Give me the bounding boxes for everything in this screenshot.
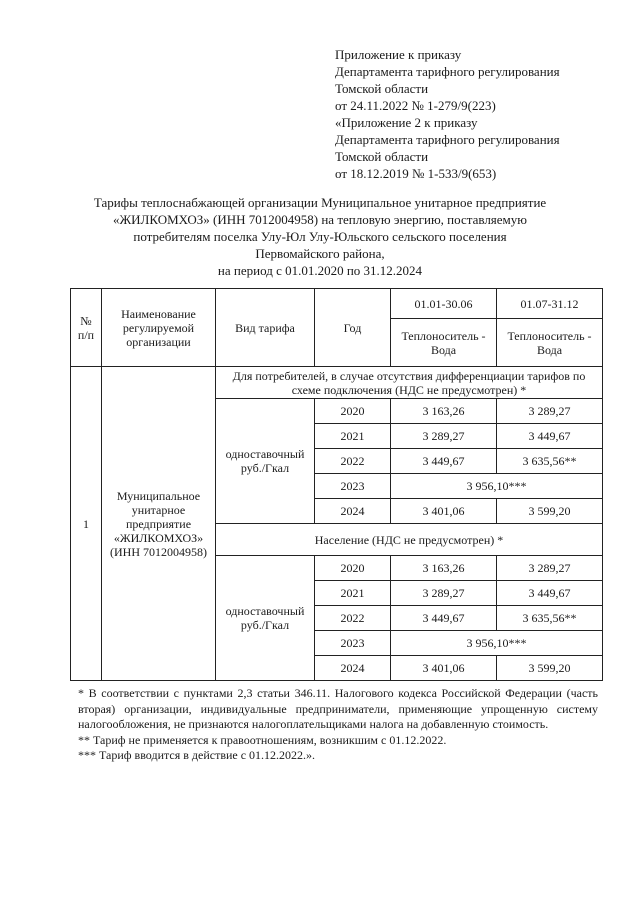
- header-line: Департамента тарифного регулирования: [335, 64, 560, 79]
- header-tariff-type: Вид тарифа: [216, 289, 315, 367]
- header-carrier-2: Теплоноситель - Вода: [497, 319, 603, 367]
- tariff-type: одноставочный руб./Гкал: [216, 556, 315, 681]
- title-line: «ЖИЛКОМХОЗ» (ИНН 7012004958) на тепловую энергию, поставляемую: [113, 212, 527, 227]
- tariff-value: 3 599,20: [497, 656, 603, 681]
- tariff-value: 3 289,27: [497, 399, 603, 424]
- header-line: Приложение к приказу: [335, 47, 462, 62]
- year-cell: 2024: [315, 499, 391, 524]
- appendix-header: [335, 46, 560, 182]
- table-header-row: [71, 289, 603, 319]
- title-line: на период с 01.01.2020 по 31.12.2024: [217, 263, 423, 278]
- tariff-value: 3 289,27: [497, 556, 603, 581]
- section-label-row: [71, 367, 603, 399]
- tariff-value: 3 449,67: [391, 606, 497, 631]
- header-line: Томской области: [335, 81, 429, 96]
- tariff-value: 3 635,56**: [497, 449, 603, 474]
- year-cell: 2021: [315, 424, 391, 449]
- section-label: Для потребителей, в случае отсутствия дифференциации тарифов по схеме подключения (НДС не предусмотрен) *: [216, 367, 603, 399]
- header-period-1: 01.01-30.06: [391, 289, 497, 319]
- header-period-2: 01.07-31.12: [497, 289, 603, 319]
- tariff-value: 3 401,06: [391, 499, 497, 524]
- title-line: Первомайского района,: [255, 246, 385, 261]
- section-label: Население (НДС не предусмотрен) *: [216, 524, 603, 556]
- year-cell: 2024: [315, 656, 391, 681]
- tariff-value: 3 449,67: [497, 424, 603, 449]
- footnote-2: ** Тариф не применяется к правоотношениям, возникшим с 01.12.2022.: [78, 732, 447, 747]
- title-line: Тарифы теплоснабжающей организации Муниципальное унитарное предприятие: [93, 195, 547, 210]
- tariff-value-merged: 3 956,10***: [391, 474, 603, 499]
- tariff-type: одноставочный руб./Гкал: [216, 399, 315, 524]
- tariff-table: [70, 288, 603, 681]
- year-cell: 2020: [315, 556, 391, 581]
- year-cell: 2023: [315, 474, 391, 499]
- tariff-value: 3 163,26: [391, 556, 497, 581]
- header-line: Департамента тарифного регулирования: [335, 132, 560, 147]
- header-line: Томской области: [335, 149, 429, 164]
- tariff-value: 3 401,06: [391, 656, 497, 681]
- organization-name: Муниципальное унитарное предприятие «ЖИЛКОМХОЗ» (ИНН 7012004958): [102, 367, 216, 681]
- tariff-value: 3 635,56**: [497, 606, 603, 631]
- header-line: «Приложение 2 к приказу: [335, 115, 478, 130]
- year-cell: 2022: [315, 449, 391, 474]
- row-number: 1: [71, 367, 102, 681]
- title-line: потребителям поселка Улу-Юл Улу-Юльского сельского поселения: [133, 229, 507, 244]
- tariff-value: 3 163,26: [391, 399, 497, 424]
- tariff-value: 3 599,20: [497, 499, 603, 524]
- header-line: от 24.11.2022 № 1-279/9(223): [335, 98, 496, 113]
- header-org: Наименование регулируемой организации: [102, 289, 216, 367]
- tariff-value: 3 289,27: [391, 581, 497, 606]
- document-title: [60, 194, 580, 279]
- footnotes: [78, 686, 598, 764]
- year-cell: 2021: [315, 581, 391, 606]
- footnote-3: *** Тариф вводится в действие с 01.12.2022.».: [78, 748, 316, 762]
- tariff-value: 3 449,67: [391, 449, 497, 474]
- tariff-value: 3 289,27: [391, 424, 497, 449]
- year-cell: 2023: [315, 631, 391, 656]
- header-line: от 18.12.2019 № 1-533/9(653): [335, 166, 497, 181]
- tariff-value-merged: 3 956,10***: [391, 631, 603, 656]
- header-carrier-1: Теплоноситель - Вода: [391, 319, 497, 367]
- footnote-1: * В соответствии с пунктами 2,3 статьи 346.11. Налогового кодекса Российской Федерации (часть вторая) организации, индивидуальные предприниматели, применяющие упрощенную систему налогообложения, не признаются налогоплательщиками налога на добавленную стоимость.: [78, 686, 598, 731]
- year-cell: 2022: [315, 606, 391, 631]
- header-num: № п/п: [71, 289, 102, 367]
- header-year: Год: [315, 289, 391, 367]
- tariff-value: 3 449,67: [497, 581, 603, 606]
- year-cell: 2020: [315, 399, 391, 424]
